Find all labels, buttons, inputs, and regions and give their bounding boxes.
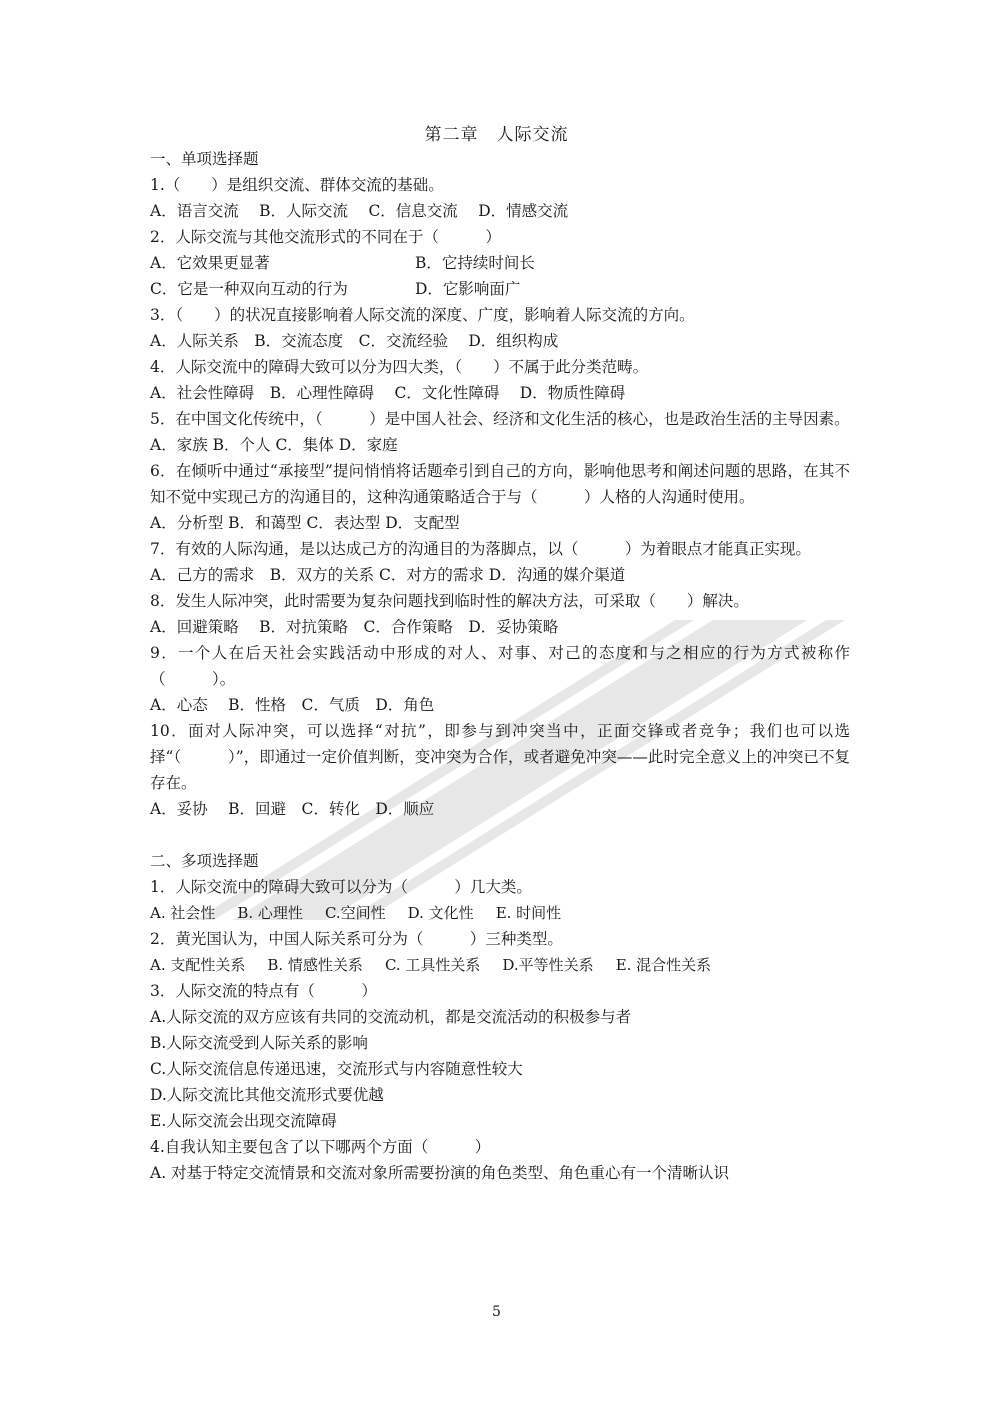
question-options xyxy=(150,952,850,978)
option-e: E. 时间性 xyxy=(495,904,562,922)
question-stem: 2．人际交流与其他交流形式的不同在于（ ） xyxy=(150,228,501,246)
question-stem: 6．在倾听中通过“承接型”提问悄悄将话题牵引到自己的方向，影响他思考和阐述问题的思路，在其不知不觉中实现己方的沟通目的，这种沟通策略适合于与（ ）人格的人沟通时使用。 xyxy=(150,462,850,506)
option-a: A. 支配性关系 xyxy=(150,956,246,974)
option-d: D.人际交流比其他交流形式要优越 xyxy=(150,1086,384,1104)
question-options: A．分析型 B．和蔼型 C．表达型 D．支配型 xyxy=(150,514,460,532)
option-c: C. 工具性关系 xyxy=(384,956,481,974)
option-b: B．它持续时间长 xyxy=(415,254,535,272)
option-b: B.人际交流受到人际关系的影响 xyxy=(150,1034,368,1052)
question-stem: 1.（ ）是组织交流、群体交流的基础。 xyxy=(150,176,444,194)
option-b: B. 情感性关系 xyxy=(267,956,363,974)
question-stem: 10．面对人际冲突，可以选择“对抗”，即参与到冲突当中，正面交锋或者竞争；我们也可以选择“（ ）”，即通过一定价值判断，变冲突为合作，或者避免冲突——此时完全意义上的冲突已不复存在。 xyxy=(150,722,850,792)
option-d: D．它影响面广 xyxy=(415,280,521,298)
question-content xyxy=(150,146,850,1186)
question-stem: 4.自我认知主要包含了以下哪两个方面（ ） xyxy=(150,1138,491,1156)
question-options: A．人际关系 B．交流态度 C．交流经验 D．组织构成 xyxy=(150,332,559,350)
question-stem: 3．人际交流的特点有（ ） xyxy=(150,982,377,1000)
section-heading-single: 一、单项选择题 xyxy=(150,150,259,168)
question-options: A．社会性障碍 B．心理性障碍 C．文化性障碍 D．物质性障碍 xyxy=(150,384,626,402)
option-c: C.空间性 xyxy=(324,904,386,922)
chapter-title: 第二章 人际交流 xyxy=(424,125,569,145)
question-options xyxy=(150,900,850,926)
section-heading-multiple: 二、多项选择题 xyxy=(150,852,259,870)
page-number: 5 xyxy=(492,1304,501,1320)
question-options: A．己方的需求 B．双方的关系 C．对方的需求 D．沟通的媒介渠道 xyxy=(150,566,626,584)
option-e: E. 混合性关系 xyxy=(615,956,712,974)
option-d: D. 文化性 xyxy=(407,904,474,922)
question-stem: 9．一个人在后天社会实践活动中形成的对人、对事、对己的态度和与之相应的行为方式被称作（ ）。 xyxy=(150,644,850,688)
option-a: A. 对基于特定交流情景和交流对象所需要扮演的角色类型、角色重心有一个清晰认识 xyxy=(150,1164,730,1182)
question-options xyxy=(150,250,850,276)
option-e: E.人际交流会出现交流障碍 xyxy=(150,1112,337,1130)
option-b: B. 心理性 xyxy=(237,904,303,922)
option-c: C.人际交流信息传递迅速，交流形式与内容随意性较大 xyxy=(150,1060,523,1078)
question-stem: 8．发生人际冲突，此时需要为复杂问题找到临时性的解决方法，可采取（ ）解决。 xyxy=(150,592,749,610)
question-stem: 1．人际交流中的障碍大致可以分为（ ）几大类。 xyxy=(150,878,532,896)
question-options xyxy=(150,276,850,302)
option-a: A．它效果更显著 xyxy=(150,254,270,272)
option-a: A.人际交流的双方应该有共同的交流动机，都是交流活动的积极参与者 xyxy=(150,1008,632,1026)
question-stem: 2．黄光国认为，中国人际关系可分为（ ）三种类型。 xyxy=(150,930,563,948)
question-options: A．妥协 B．回避 C．转化 D．顺应 xyxy=(150,800,435,818)
question-stem: 4．人际交流中的障碍大致可以分为四大类，（ ）不属于此分类范畴。 xyxy=(150,358,649,376)
question-stem: 7．有效的人际沟通，是以达成己方的沟通目的为落脚点，以（ ）为着眼点才能真正实现。 xyxy=(150,540,811,558)
question-options: A．家族 B．个人 C．集体 D．家庭 xyxy=(150,436,398,454)
option-c: C．它是一种双向互动的行为 xyxy=(150,280,348,298)
option-a: A. 社会性 xyxy=(150,904,216,922)
question-stem: 5．在中国文化传统中，（ ）是中国人社会、经济和文化生活的核心，也是政治生活的主导因素。 xyxy=(150,410,850,428)
question-options: A．心态 B．性格 C．气质 D．角色 xyxy=(150,696,435,714)
section-spacer xyxy=(150,822,850,848)
option-d: D.平等性关系 xyxy=(502,956,594,974)
question-stem: 3．（ ）的状况直接影响着人际交流的深度、广度，影响着人际交流的方向。 xyxy=(150,306,695,324)
question-options: A．语言交流 B．人际交流 C．信息交流 D．情感交流 xyxy=(150,202,569,220)
question-options: A．回避策略 B．对抗策略 C．合作策略 D．妥协策略 xyxy=(150,618,559,636)
